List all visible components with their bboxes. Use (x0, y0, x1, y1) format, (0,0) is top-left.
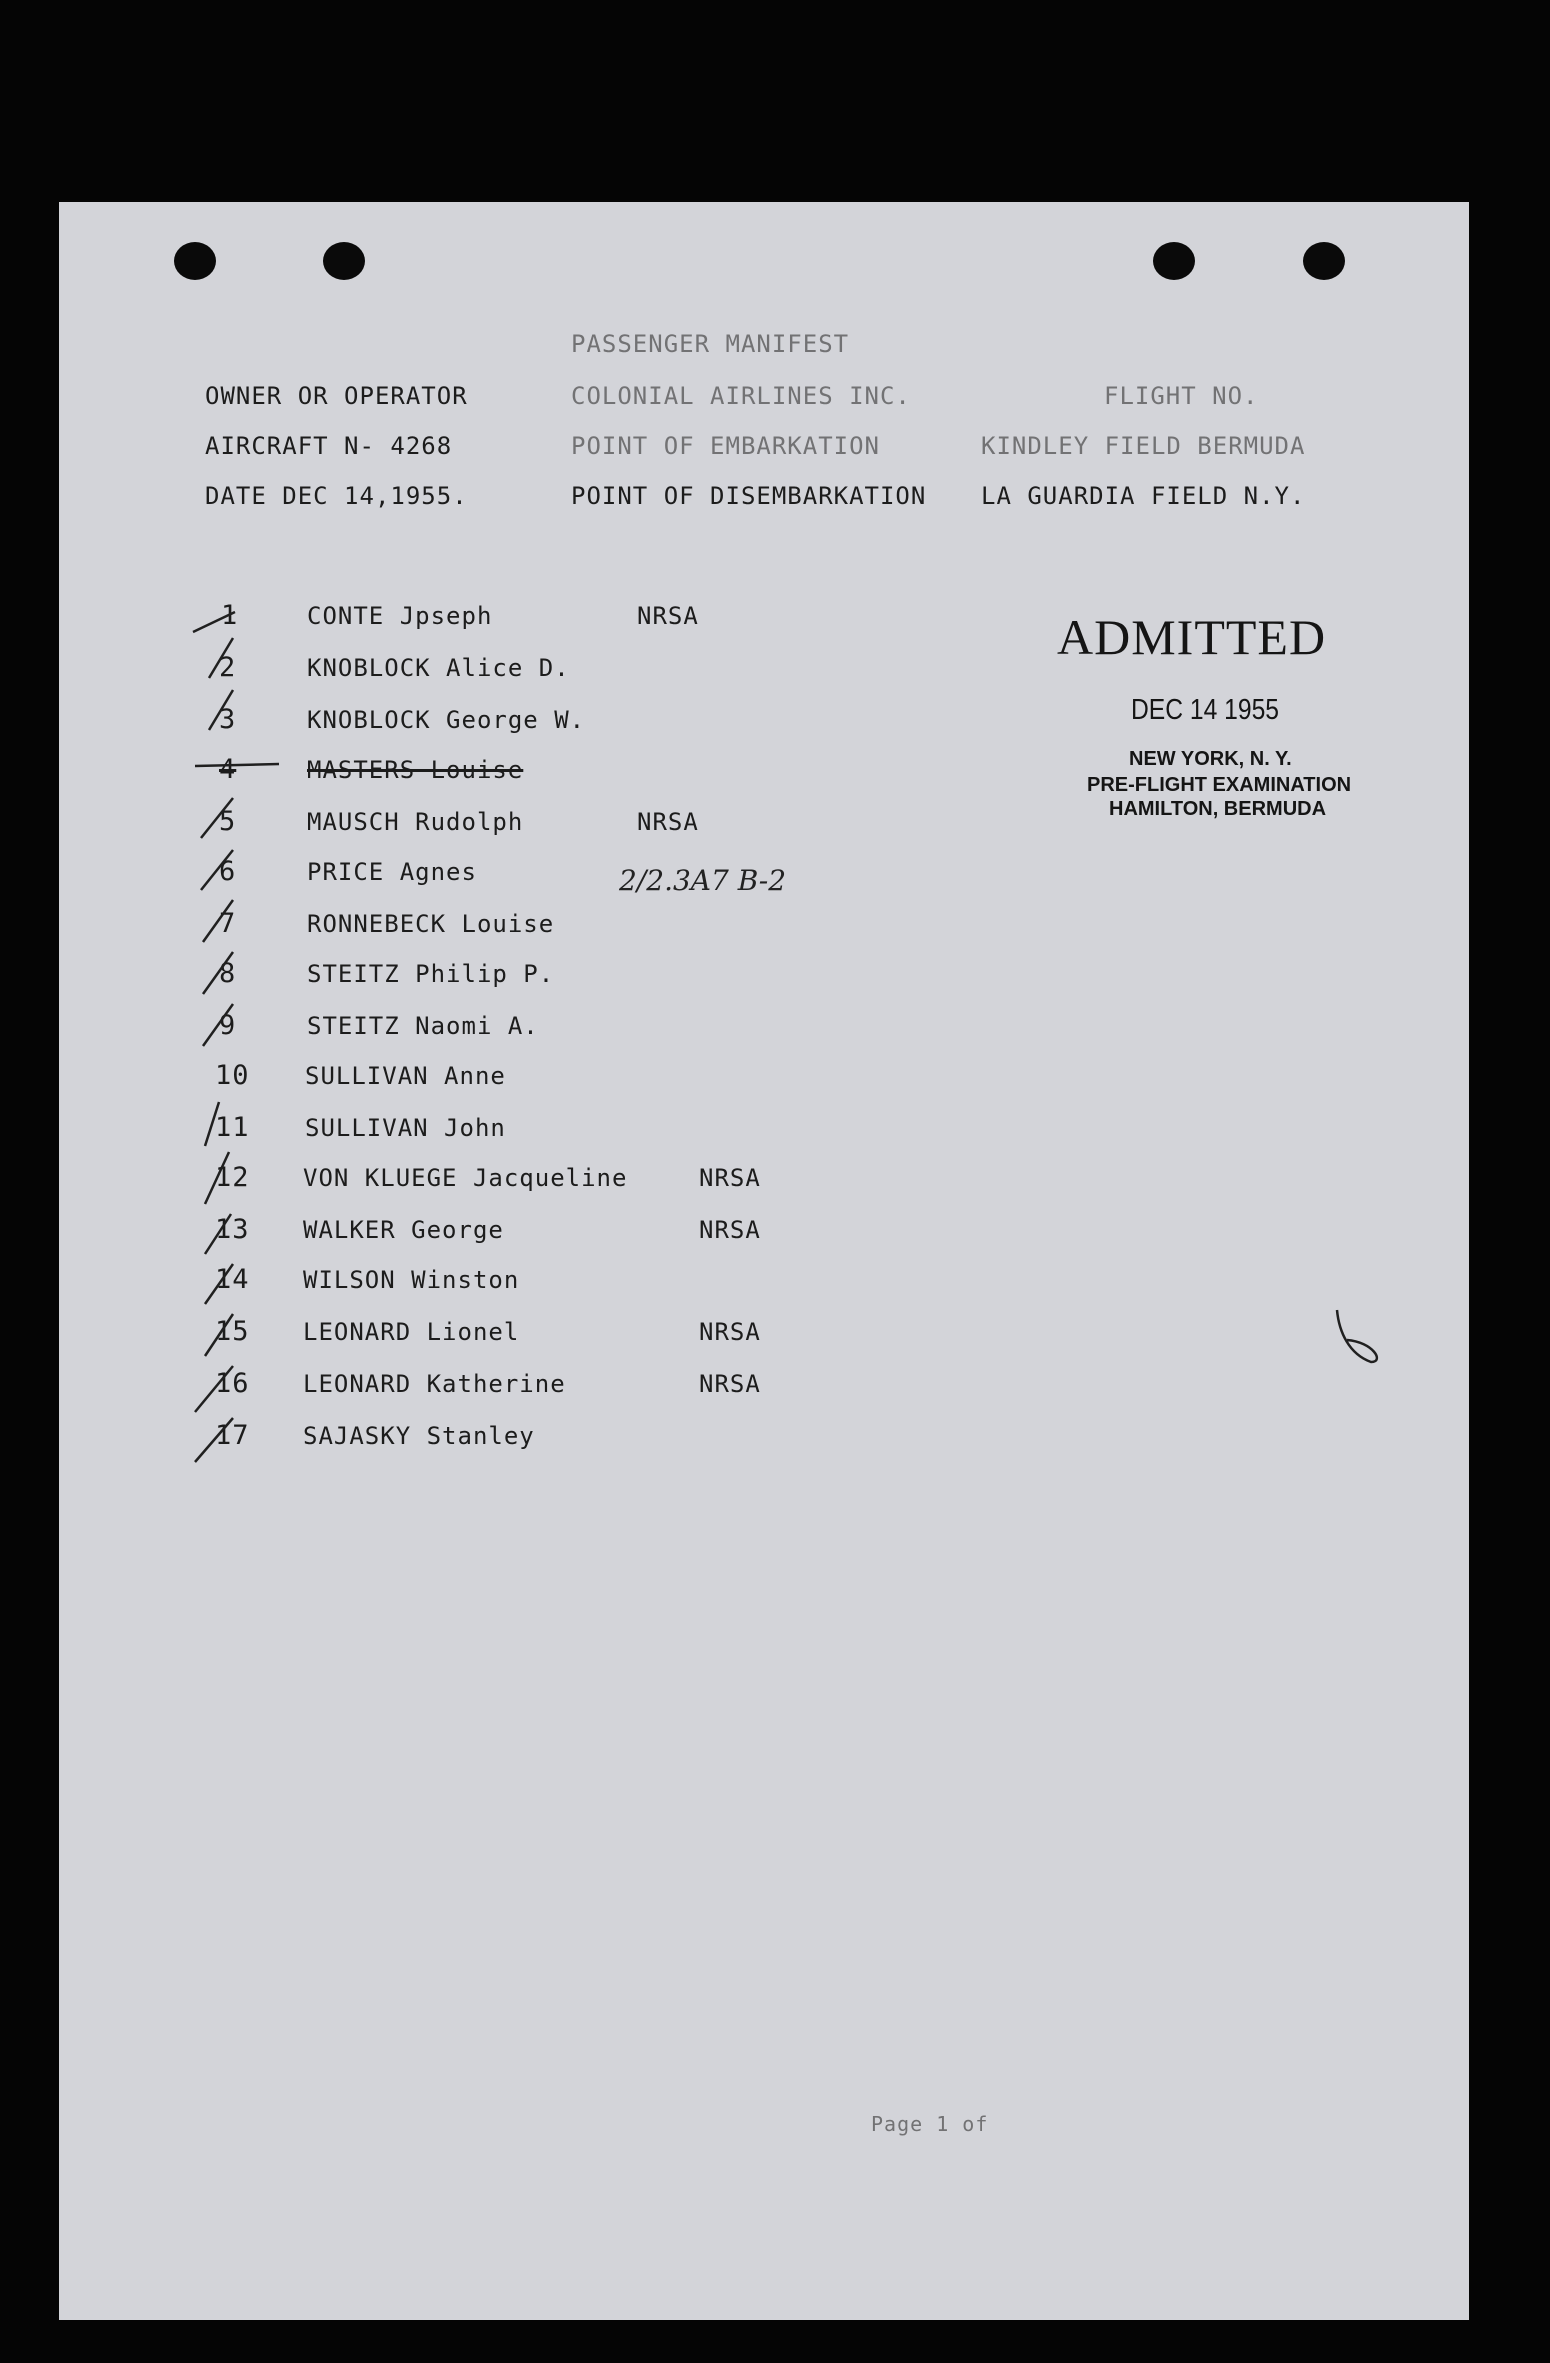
checkmark (203, 952, 233, 994)
embarkation-value: KINDLEY FIELD BERMUDA (981, 432, 1306, 460)
passenger-name: CONTE Jpseph (307, 602, 493, 630)
passenger-name: SULLIVAN Anne (305, 1062, 506, 1090)
passenger-number: 4 (219, 754, 237, 785)
passenger-number: 5 (219, 806, 237, 837)
passenger-name: MASTERS Louise (307, 756, 524, 784)
owner-value: COLONIAL AIRLINES INC. (571, 382, 911, 410)
margin-scribble (1329, 1302, 1389, 1372)
checkmarks (189, 594, 309, 1474)
passenger-name: SULLIVAN John (305, 1114, 506, 1142)
passenger-name: SAJASKY Stanley (303, 1422, 535, 1450)
checkmark (195, 1418, 233, 1462)
checkmark (209, 690, 233, 730)
checkmark (195, 1366, 233, 1412)
passenger-number: 3 (219, 704, 237, 735)
passenger-name: LEONARD Lionel (303, 1318, 520, 1346)
checkmark (205, 1102, 219, 1146)
punch-hole (1153, 242, 1195, 280)
checkmark (203, 1004, 233, 1046)
flight-number: FLIGHT NO. (1104, 382, 1259, 410)
owner-label: OWNER OR OPERATOR (205, 382, 468, 410)
handwritten-note: 2/2.3A7 B-2 (619, 864, 787, 897)
passenger-name: WILSON Winston (303, 1266, 520, 1294)
passenger-number: 16 (215, 1368, 250, 1399)
passenger-number: 7 (219, 908, 237, 939)
passenger-name: WALKER George (303, 1216, 504, 1244)
passenger-number: 1 (221, 600, 239, 631)
passenger-note: NRSA (699, 1216, 761, 1244)
checkmark (201, 798, 233, 838)
passenger-note: NRSA (699, 1318, 761, 1346)
checkmark (205, 1264, 233, 1304)
passenger-name: STEITZ Philip P. (307, 960, 555, 988)
passenger-name: KNOBLOCK George W. (307, 706, 586, 734)
passenger-number: 6 (219, 856, 237, 887)
punch-hole (323, 242, 365, 280)
disembarkation-label: POINT OF DISEMBARKATION (571, 482, 927, 510)
manifest-date: DATE DEC 14,1955. (205, 482, 468, 510)
passenger-number: 17 (215, 1420, 250, 1451)
checkmark (193, 612, 235, 632)
passenger-note: NRSA (637, 808, 699, 836)
passenger-name: STEITZ Naomi A. (307, 1012, 539, 1040)
punch-hole (174, 242, 216, 280)
passenger-number: 14 (215, 1264, 250, 1295)
passenger-name: RONNEBECK Louise (307, 910, 555, 938)
embarkation-label: POINT OF EMBARKATION (571, 432, 880, 460)
passenger-number: 12 (215, 1162, 250, 1193)
manifest-sheet (59, 202, 1469, 2320)
manifest-title: PASSENGER MANIFEST (571, 330, 850, 358)
checkmark (209, 638, 233, 678)
passenger-number: 10 (215, 1060, 250, 1091)
page-footer: Page 1 of (871, 2112, 989, 2136)
passenger-name: PRICE Agnes (307, 858, 477, 886)
checkmark (205, 1214, 231, 1254)
passenger-note: NRSA (699, 1164, 761, 1192)
passenger-number: 13 (215, 1214, 250, 1245)
passenger-note: NRSA (637, 602, 699, 630)
passenger-number: 11 (215, 1112, 250, 1143)
checkmark (205, 1314, 233, 1356)
checkmark (195, 764, 279, 766)
passenger-number: 9 (219, 1010, 237, 1041)
disembarkation-value: LA GUARDIA FIELD N.Y. (981, 482, 1306, 510)
stamp-admitted: ADMITTED (1057, 609, 1327, 665)
stamp-line-2: PRE-FLIGHT EXAMINATION (1087, 774, 1352, 796)
passenger-name: LEONARD Katherine (303, 1370, 566, 1398)
passenger-name: MAUSCH Rudolph (307, 808, 524, 836)
passenger-number: 2 (219, 652, 237, 683)
passenger-note: NRSA (699, 1370, 761, 1398)
aircraft: AIRCRAFT N- 4268 (205, 432, 453, 460)
passenger-name: VON KLUEGE Jacqueline (303, 1164, 628, 1192)
stamp-line-3: HAMILTON, BERMUDA (1109, 798, 1327, 820)
stamp-date: DEC 14 1955 (1131, 694, 1280, 726)
passenger-number: 8 (219, 958, 237, 989)
stamp-line-1: NEW YORK, N. Y. (1129, 748, 1292, 770)
passenger-number: 15 (215, 1316, 250, 1347)
punch-hole (1303, 242, 1345, 280)
checkmark (203, 900, 233, 942)
checkmark (201, 850, 233, 890)
passenger-name: KNOBLOCK Alice D. (307, 654, 570, 682)
checkmark (205, 1152, 229, 1204)
